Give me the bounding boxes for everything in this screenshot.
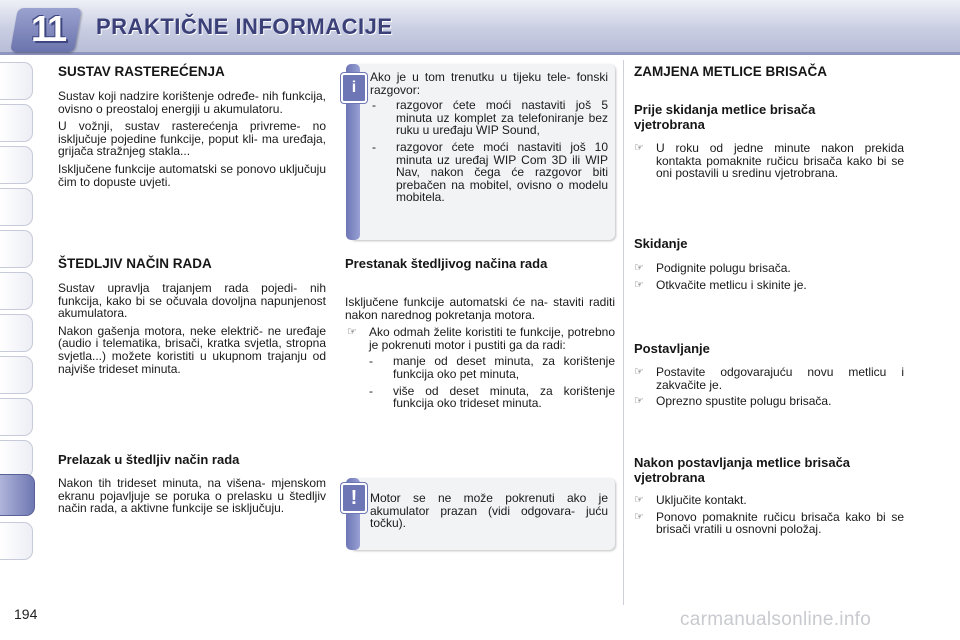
chapter-tab[interactable] [0, 522, 33, 560]
chapter-tab-active[interactable] [0, 474, 35, 516]
chapter-tab[interactable] [0, 104, 33, 142]
warning-box-text: Motor se ne može pokrenuti ako je akumulator prazan (vidi odgovara- juću točku). [370, 491, 608, 531]
fitting-list [634, 366, 904, 412]
switching-economy-text: Nakon tih trideset minuta, na višena- mjenskom ekranu pojavljuje se poruka o prelasku u štedljiv način rada, a aktivne funkcije se isključuju. [58, 476, 326, 516]
column-divider [623, 60, 624, 605]
end-economy-text: Isključene funkcije automatski će na- staviti raditi nakon narednog pokretanja motora. ☞ Ako odmah želite koristiti te funkcije, potrebno je pokrenuti motor i pustiti ga da radi: - manje od deset minuta, za korištenje funkcija oko pet minuta, - više od deset minuta, za korištenje funkcija oko trideset minuta. [345, 295, 615, 411]
finger-pointing-icon: ☞ [347, 326, 357, 339]
finger-pointing-icon: ☞ [634, 395, 644, 408]
chapter-tab[interactable] [0, 230, 33, 268]
finger-pointing-icon: ☞ [634, 142, 644, 154]
chapter-tab[interactable] [0, 440, 33, 478]
header-rule [0, 52, 960, 55]
section-title-economy-mode: ŠTEDLJIV NAČIN RADA [58, 256, 212, 271]
chapter-number: 11 [30, 8, 66, 49]
warning-icon: ! [341, 483, 367, 513]
chapter-tab[interactable] [0, 314, 33, 352]
info-box-text: Ako je u tom trenutku u tijeku tele- fonski razgovor: - razgovor ćete moći nastaviti još 5 minuta uz komplet za telefoniranje bez ruku u uređaju WIP Sound, - razgovor ćete moći nastaviti još 10 minuta uz uređaj WIP Com 3D ili WIP Nav, nakon čega će razgovor biti prebačen na mobitel, ovisno o modelu mobitela. [370, 70, 608, 205]
page-number: 194 [14, 606, 38, 622]
list-item: ☞ Otkvačite metlicu i skinite je. [634, 277, 807, 292]
watermark: carmanualsonline.info [680, 609, 872, 630]
section-title-load-shedding: SUSTAV RASTEREĆENJA [58, 64, 225, 79]
economy-mode-text: Sustav upravlja trajanjem rada pojedi- nih funkcija, kako bi se očuvala dovoljna napunjenost akumulatora. Nakon gašenja motora, neke električ- ne uređaje (audio i telematika, brisači, kratka svjetla, stropna svjetla...) možete koristiti u ukupnom trajanju od najviše trideset minuta. [58, 281, 326, 376]
subsection-title-fitting: Postavljanje [634, 341, 710, 356]
list-item: - razgovor ćete moći nastaviti još 10 minuta uz uređaj WIP Com 3D ili WIP Nav, nakon čega će razgovor biti prebačen na mobitel, ovisno o modelu mobitela. [372, 139, 608, 205]
section-title-switching-economy: Prelazak u štedljiv način rada [58, 452, 240, 467]
subsection-title-after-fitting: Nakon postavljanja metlice brisača vjetrobrana [634, 455, 851, 485]
chapter-tab[interactable] [0, 146, 33, 184]
section-title-end-economy: Prestanak štedljivog načina rada [345, 256, 548, 271]
list-item: ☞ Uključite kontakt. [634, 493, 747, 507]
before-removing-list [634, 142, 904, 184]
list-item: - više od deset minuta, za korištenje funkcija oko trideset minuta. [369, 383, 615, 411]
list-item: ☞ Ponovo pomaknite ručicu brisača kako bi se brisači vratili u osnovni položaj. [634, 509, 904, 537]
subsection-title-removing: Skidanje [634, 236, 688, 251]
finger-pointing-icon: ☞ [634, 366, 644, 378]
list-item: ☞ Ako odmah želite koristiti te funkcije, potrebno je pokrenuti motor i pustiti ga da radi: [347, 325, 615, 352]
list-item: - razgovor ćete moći nastaviti još 5 minuta uz komplet za telefoniranje bez ruku u uređaju WIP Sound, [372, 98, 608, 138]
page-title: PRAKTIČNE INFORMACIJE [96, 14, 393, 39]
finger-pointing-icon: ☞ [634, 494, 644, 506]
load-shedding-text: Sustav koji nadzire korištenje određe- nih funkcija, ovisno o preostaloj energiji u akumulatoru. U vožnji, sustav rasterećenja privreme- no isključuje pojedine funkcije, poput kli- ma uređaja, grijača stražnjeg stakla... Isključene funkcije automatski se ponovo uključuju čim to dopuste uvjeti. [58, 89, 326, 189]
chapter-tab[interactable] [0, 356, 33, 394]
chapter-tab[interactable] [0, 188, 33, 226]
chapter-tab[interactable] [0, 398, 33, 436]
chapter-tab[interactable] [0, 62, 33, 100]
finger-pointing-icon: ☞ [634, 510, 644, 523]
after-fitting-list [634, 494, 904, 540]
chapter-tab[interactable] [0, 272, 33, 310]
section-title-wiper-replacement: ZAMJENA METLICE BRISAČA [634, 64, 828, 79]
list-item: - manje od deset minuta, za korištenje funkcija oko pet minuta, [369, 354, 615, 381]
list-item: ☞ Podignite polugu brisača. [634, 261, 791, 275]
list-item: ☞ Oprezno spustite polugu brisača. [634, 394, 832, 409]
finger-pointing-icon: ☞ [634, 278, 644, 291]
info-icon: i [341, 73, 367, 103]
removing-list [634, 262, 904, 295]
subsection-title-before-removing: Prije skidanja metlice brisača vjetrobrana [634, 102, 816, 132]
list-item: ☞ Postavite odgovarajuću novu metlicu i zakvačite je. [634, 365, 904, 392]
finger-pointing-icon: ☞ [634, 262, 644, 274]
list-item: ☞ U roku od jedne minute nakon prekida kontakta pomaknite ručicu brisača kako bi se oni postavili u sredinu vjetrobrana. [634, 141, 904, 181]
